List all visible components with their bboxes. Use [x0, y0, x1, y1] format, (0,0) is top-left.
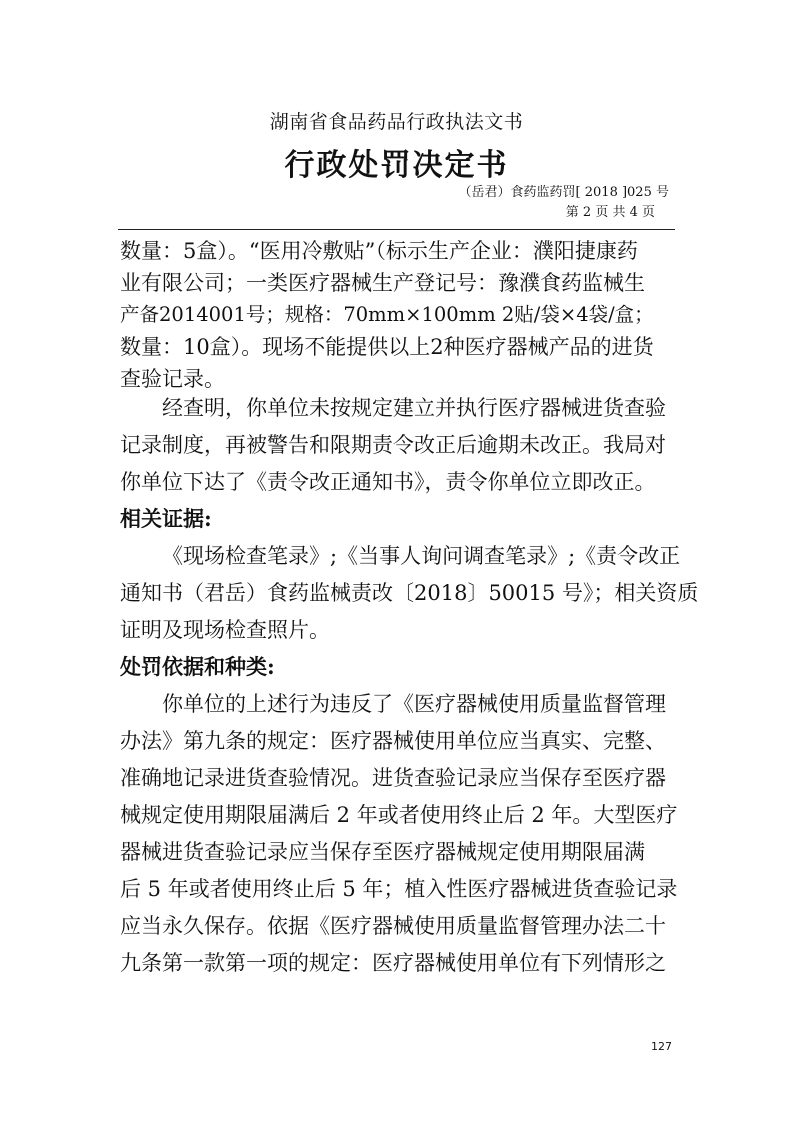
body-line: 应当永久保存。依据《医疗器械使用质量监督管理办法二十	[120, 914, 666, 938]
body-line: 证明及现场检查照片。	[120, 618, 330, 642]
body-line: 记录制度，再被警告和限期责令改正后逾期未改正。我局对	[120, 433, 666, 457]
body-line: 械规定使用期限届满后 2 年或者使用终止后 2 年。大型医疗	[120, 803, 678, 827]
body-line: 九条第一款第一项的规定：医疗器械使用单位有下列情形之	[120, 951, 666, 975]
body-line: 《现场检查笔录》;《当事人询问调查笔录》;《责令改正	[162, 544, 681, 568]
page-indicator: 第 2 页 共 4 页	[565, 205, 655, 220]
organization-title: 湖南省食品药品行政执法文书	[269, 111, 524, 133]
body-line: 通知书（君岳）食药监械责改〔2018〕50015 号》；相关资质	[120, 581, 699, 605]
document-title: 行政处罚决定书	[284, 148, 509, 183]
body-line: 后 5 年或者使用终止后 5 年；植入性医疗器械进货查验记录	[120, 877, 678, 901]
page-number: 127	[651, 1040, 672, 1053]
body-line: 数量：10盒）。现场不能提供以上2种医疗器械产品的进货	[120, 335, 654, 359]
body-line: 你单位下达了《责令改正通知书》，责令你单位立即改正。	[120, 470, 656, 494]
body-line: 经查明，你单位未按规定建立并执行医疗器械进货查验	[162, 396, 666, 420]
section-heading-evidence: 相关证据:	[120, 506, 212, 531]
body-line: 办法》第九条的规定：医疗器械使用单位应当真实、完整、	[120, 729, 666, 753]
body-line: 产备2014001号；规格：70mm×100mm 2贴/袋×4袋/盒；	[120, 303, 654, 326]
body-line: 查验记录。	[120, 367, 225, 391]
body-line: 数量：5盒）。“医用冷敷贴”（标示生产企业：濮阳捷康药	[120, 239, 638, 263]
section-heading-penalty-basis: 处罚依据和种类:	[120, 654, 275, 679]
document-number: （岳君）食药监药罚[ 2018 ]025 号	[458, 185, 669, 200]
body-line: 你单位的上述行为违反了《医疗器械使用质量监督管理	[162, 692, 666, 716]
body-line: 业有限公司；一类医疗器械生产登记号：豫濮食药监械生	[120, 271, 645, 295]
header-divider	[118, 229, 675, 230]
body-line: 器械进货查验记录应当保存至医疗器械规定使用期限届满	[120, 840, 645, 864]
body-line: 准确地记录进货查验情况。进货查验记录应当保存至医疗器	[120, 766, 666, 790]
